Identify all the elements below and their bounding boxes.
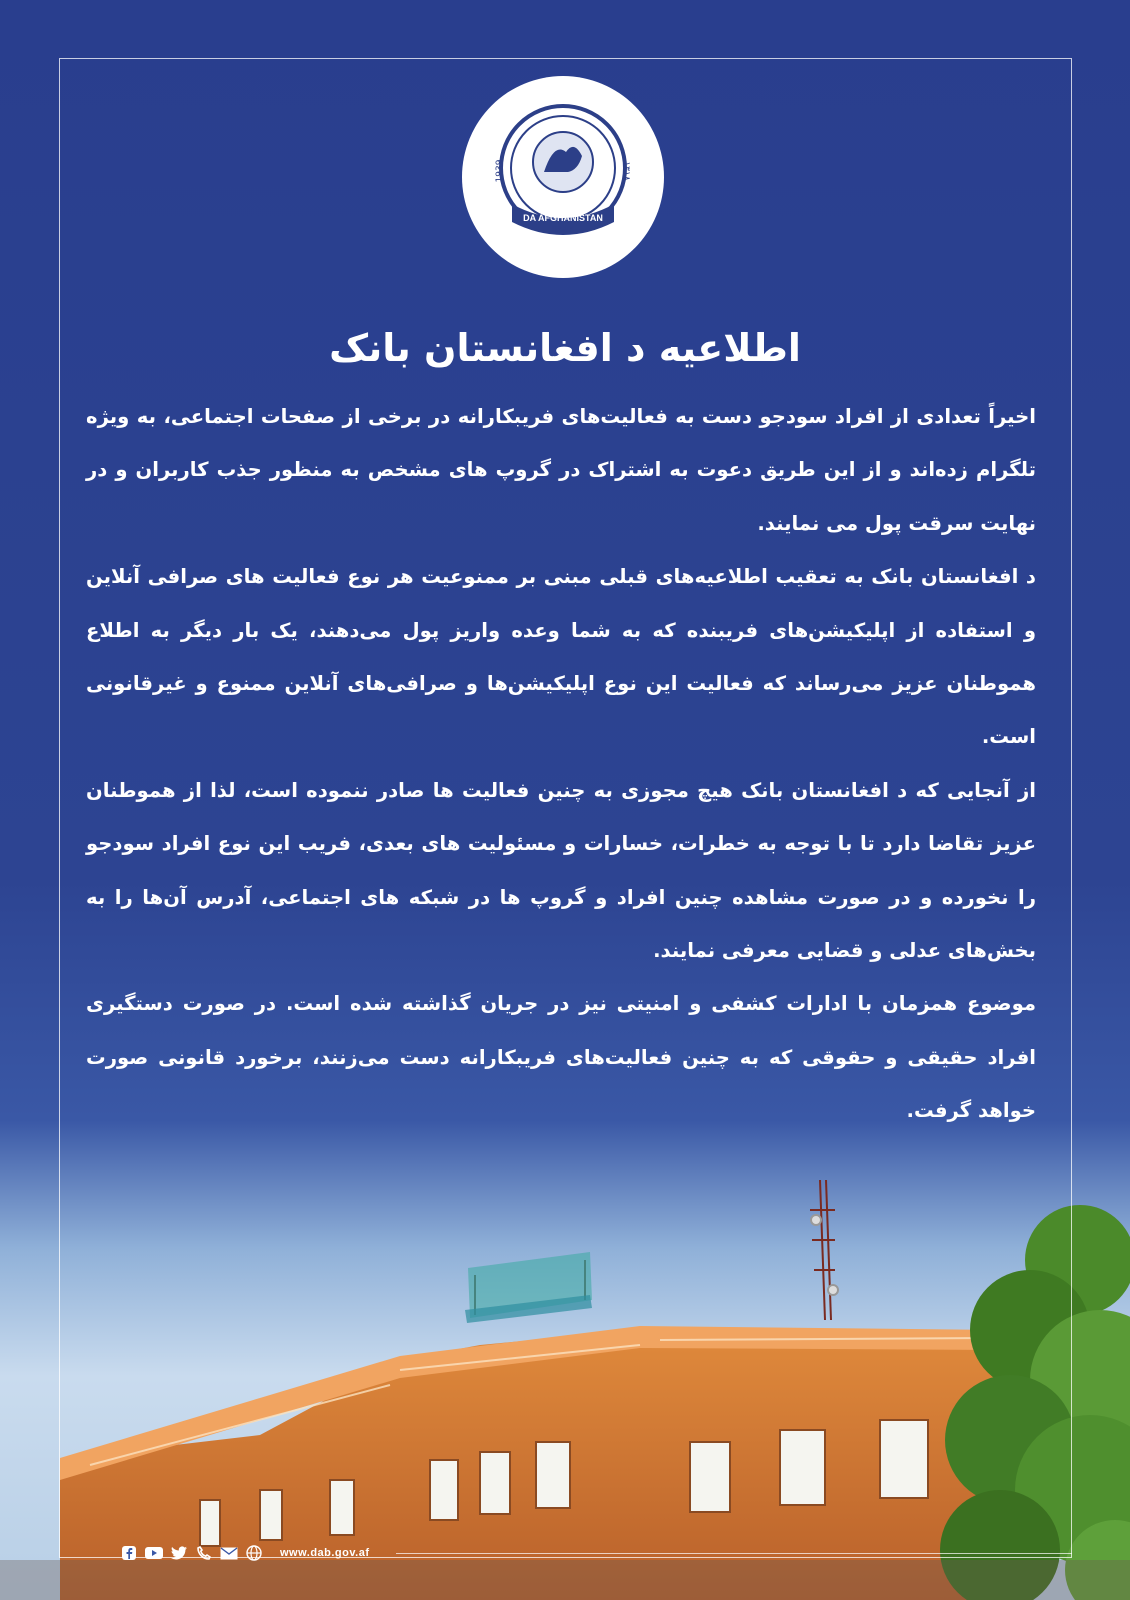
twitter-icon[interactable] — [170, 1544, 188, 1562]
paragraph-2: د افغانستان بانک به تعقیب اطلاعیه‌های قبلی مبنی بر ممنوعیت هر نوع فعالیت های صرافی آنلاین و استفاده از اپلیکیشن‌های فریبنده که به شما وعده واریز پول می‌دهند، یک بار دیگر به اطلاع هموطنان عزیز می‌رساند که فعالیت این نوع اپلیکیشن‌ها و صرافی‌های آنلاین ممنوع و غیرقانونی است. — [86, 565, 1036, 749]
announcement-body — [86, 390, 1036, 1138]
phone-icon[interactable] — [195, 1544, 213, 1562]
paragraph-1: اخیراً تعدادی از افراد سودجو دست به فعالیت‌های فریبکارانه در برخی از صفحات اجتماعی، به ویژه تلگرام زده‌اند و از این طریق دعوت به اشتراک در گروپ های مشخص به منظور جذب کاربران و در نهایت سرقت پول می نمایند. — [86, 405, 1036, 535]
paragraph-4: موضوع همزمان با ادارات کشفی و امنیتی نیز در جریان گذاشته شده است. در صورت دستگیری افراد حقیقی و حقوقی که به چنین فعالیت‌های فریبکارانه دست می‌زنند، برخورد قانونی صورت خواهد گرفت. — [86, 992, 1036, 1123]
svg-text:1939: 1939 — [495, 159, 505, 183]
youtube-icon[interactable] — [145, 1544, 163, 1562]
logo-circle — [462, 76, 664, 278]
bank-seal-icon — [462, 76, 664, 278]
footer-contact-bar — [120, 1540, 540, 1566]
website-link[interactable]: www.dab.gov.af — [280, 1547, 370, 1559]
page-title: اطلاعیه د افغانستان بانک — [329, 326, 801, 370]
globe-icon[interactable] — [245, 1544, 263, 1562]
svg-text:۱۳۱۸: ۱۳۱۸ — [621, 161, 631, 181]
paragraph-3: از آنجایی که د افغانستان بانک هیچ مجوزی به چنین فعالیت ها صادر ننموده است، لذا از هموطنان عزیز تقاضا دارد تا با توجه به خطرات، خسارات و مسئولیت های بعدی، فریب این نوع افراد سودجو را نخورده و در صورت مشاهده چنین افراد و گروپ ها در شبکه های اجتماعی، آدرس آن‌ها را به بخش‌های عدلی و قضایی معرفی نمایند. — [86, 778, 1036, 963]
logo-name-line2: BANK — [551, 225, 575, 234]
logo-name-line1: DA AFGHANISTAN — [523, 213, 603, 223]
email-icon[interactable] — [220, 1544, 238, 1562]
facebook-icon[interactable] — [120, 1544, 138, 1562]
